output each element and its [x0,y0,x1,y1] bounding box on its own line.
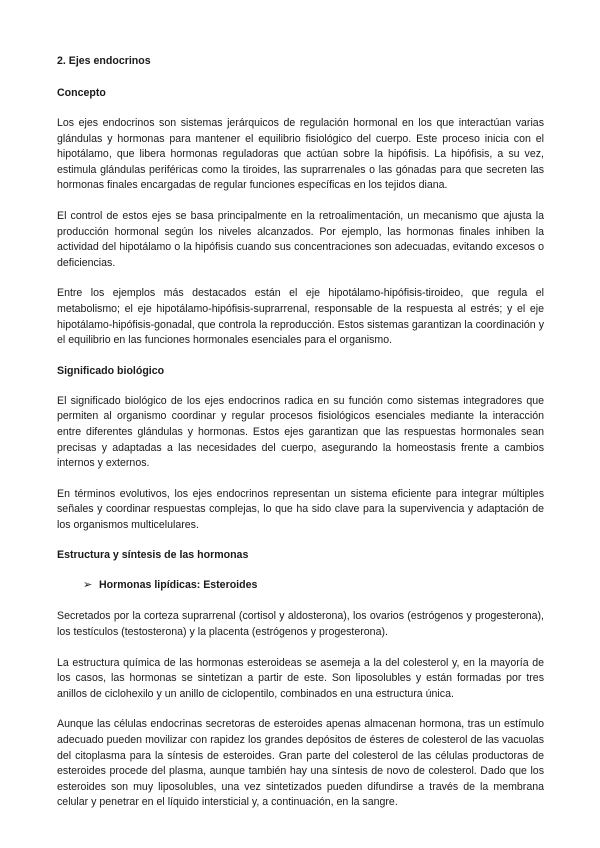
arrow-bullet-icon: ➢ [83,579,93,592]
paragraph-concepto-1: Los ejes endocrinos son sistemas jerárquicos de regulación hormonal en los que interactúan varias glándulas y hormonas para mantener el equilibrio fisiológico del cuerpo. Este proceso inicia con el hipotálamo, que libera hormonas reguladoras que actúan sobre la hipófisis. La hipófisis, a su vez, estimula glándulas periféricas como la tiroides, las suprarrenales o las gónadas para que secreten las hormonas finales encargadas de regular funciones específicas en los tejidos diana. [57,117,544,192]
paragraph-estructura-2: La estructura química de las hormonas esteroideas se asemeja a la del colesterol y, en la mayoría de los casos, las hormonas se sintetizan a partir de este. Son liposolubles y están formadas por tres anillos de ciclohexilo y un anillo de ciclopentilo, combinados en una estructura única. [57,656,544,700]
bullet-label: Hormonas lipídicas: Esteroides [99,579,258,592]
paragraph-concepto-2: El control de estos ejes se basa principalmente en la retroalimentación, un mecanismo que ajusta la producción hormonal según los niveles alcanzados. Por ejemplo, las hormonas finales inhiben la actividad del hipotálamo o la hipófisis cuando sus concentraciones son adecuadas, evitando excesos o deficiencias. [57,209,544,269]
paragraph-concepto-3: Entre los ejemplos más destacados están el eje hipotálamo-hipófisis-tiroideo, que regula el metabolismo; el eje hipotálamo-hipófisis-suprarrenal, responsable de la respuesta al estrés; y el eje hipotálamo-hipófisis-gonadal, que controla la reproducción. Estos sistemas garantizan la coordinación y el equilibrio en las funciones hormonales esenciales para el organismo. [57,287,544,347]
paragraph-significado-2: En términos evolutivos, los ejes endocrinos representan un sistema eficiente para integrar múltiples señales y coordinar respuestas complejas, lo que ha sido clave para la supervivencia y adaptación de los organismos multicelulares. [57,487,544,531]
paragraph-estructura-3: Aunque las células endocrinas secretoras de esteroides apenas almacenan hormona, tras un estímulo adecuado pueden movilizar con rapidez los grandes depósitos de ésteres de colesterol de las vacuolas del citoplasma para la síntesis de esteroides. Gran parte del colesterol de las células productoras de esteroides procede del plasma, aunque también hay una síntesis de novo de colesterol. Dado que los esteroides son muy liposolubles, una vez sintetizados pueden difundirse a través de la membrana celular y penetrar en el líquido intersticial y, a continuación, en la sangre. [57,718,544,809]
heading-estructura: Estructura y síntesis de las hormonas [57,549,249,562]
heading-significado: Significado biológico [57,364,165,377]
paragraph-estructura-1: Secretados por la corteza suprarrenal (cortisol y aldosterona), los ovarios (estrógenos y progesterona), los testículos (testosterona) y la placenta (estrógenos y progesterona). [57,610,544,639]
paragraph-significado-1: El significado biológico de los ejes endocrinos radica en su función como sistemas integradores que permiten al organismo coordinar y regular procesos fisiológicos esenciales mediante la interacción entre diferentes glándulas y hormonas. Estos ejes garantizan que las respuestas hormonales sean precisas y adaptadas a las necesidades del cuerpo, asegurando la homeostasis frente a cambios internos y externos. [57,394,544,470]
bullet-item [83,578,544,593]
section-title: 2. Ejes endocrinos [57,55,151,67]
heading-concepto: Concepto [57,87,106,99]
